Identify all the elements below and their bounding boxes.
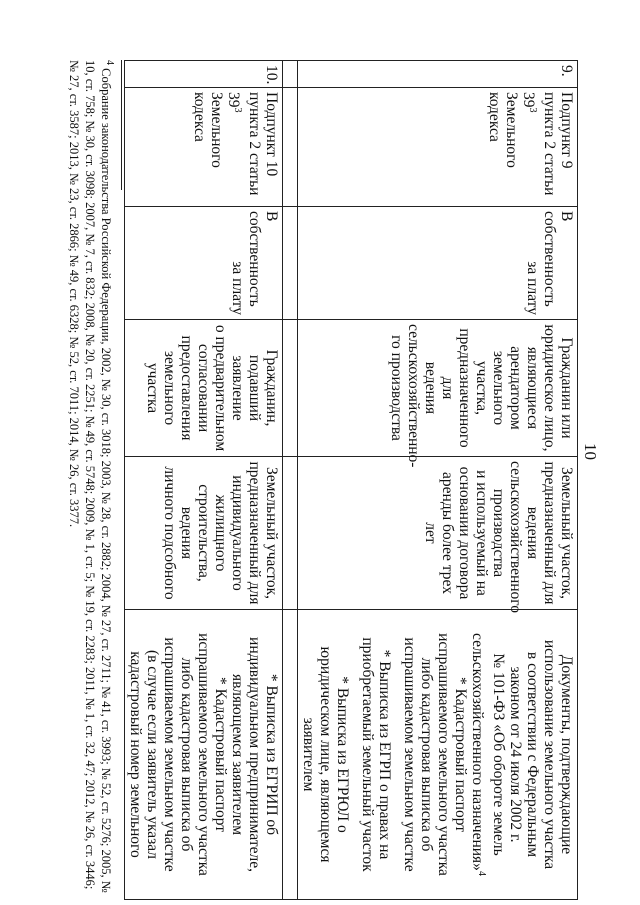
legal-basis-cell	[297, 88, 577, 207]
article-sup: 3	[231, 107, 243, 113]
text-line: * Выписка из ЕГРЮЛ о	[333, 676, 351, 833]
table-row	[124, 61, 282, 900]
text-line: кадастровый номер земельного	[126, 651, 144, 858]
text-line: Гражданин,	[262, 349, 280, 427]
footnote-marker: 4	[104, 60, 115, 65]
text-line: в соответствии с Федеральным	[524, 651, 541, 858]
ownership-line: В собственность	[245, 211, 280, 307]
ownership-line: за плату	[228, 261, 246, 315]
text-line: Документы, подтверждающие	[558, 654, 575, 855]
text-line: заявителем	[299, 717, 317, 792]
spacer	[393, 614, 401, 895]
article-text: Подпункт 10 пункта 2 статьи 39	[224, 92, 280, 196]
text-line: и используемый на	[473, 470, 490, 596]
documents-cell	[297, 610, 577, 900]
text-line: согласовании	[194, 343, 212, 433]
article-tail: Земельного кодекса	[485, 92, 520, 168]
text-line: являющиеся	[524, 346, 541, 430]
table-row-divider	[282, 61, 297, 900]
row-number: 10.	[124, 61, 282, 88]
spacer	[351, 614, 359, 895]
land-plot-cell	[124, 457, 282, 610]
applicant-cell	[297, 320, 577, 468]
text-line: аренды более трех лет	[422, 472, 456, 594]
table-row	[297, 61, 577, 900]
text-line: испрашиваемого земельного участка	[194, 633, 212, 876]
text-line: земельного участка	[143, 350, 178, 426]
text-line: приобретаемый земельный участок	[358, 637, 376, 872]
ownership-cell	[297, 207, 577, 320]
article-text: Подпункт 9 пункта 2 статьи 39	[519, 92, 575, 196]
text-line: индивидуального	[228, 475, 246, 591]
text-line: сельскохозяйственно-	[405, 324, 422, 468]
text-line: использование земельного участка	[541, 639, 558, 870]
text-line: подавший заявление	[228, 354, 263, 422]
text-line: * Выписка из ЕГРИП об	[262, 673, 280, 836]
text-line: сельскохозяйственного назначения»	[468, 633, 486, 871]
empty-cell	[282, 88, 297, 207]
text-line: либо кадастровая выписка об	[417, 657, 435, 852]
text-line: Земельный участок,	[262, 466, 280, 600]
ownership-cell	[124, 207, 282, 320]
text-line: Земельный участок,	[558, 466, 575, 600]
text-line: являющемся заявителем	[228, 673, 246, 836]
text-line: предназначенного для	[439, 328, 473, 448]
empty-cell	[282, 61, 297, 88]
legal-basis-cell	[124, 88, 282, 207]
footnote-ref: 4	[476, 870, 487, 876]
text-line: * Кадастровый паспорт	[211, 676, 229, 833]
text-line: индивидуальном предпринимателе,	[245, 637, 263, 872]
land-plot-cell	[297, 457, 577, 614]
text-line: предназначенный для	[245, 461, 263, 605]
services-table	[124, 60, 578, 900]
footnote	[66, 60, 117, 900]
footnote-divider	[121, 60, 122, 190]
ownership-line: В собственность	[541, 211, 575, 307]
text-line: Гражданин или	[558, 337, 575, 439]
text-line: арендатором	[507, 346, 524, 430]
empty-cell	[282, 207, 297, 320]
text-line: предназначенный для	[541, 461, 558, 605]
page-number: 10	[581, 443, 600, 460]
text-line: (в случае если заявитель указал	[143, 649, 161, 860]
empty-cell	[282, 457, 297, 610]
text-line: ведения	[422, 361, 439, 415]
text-line: ведения	[524, 506, 541, 560]
footnote-text: Собрание законодательства Российской Федерации, 2002, № 30, ст. 3018; 2003, № 28, ст. 2882; 2004, № 27, ст. 2711; № 41, ст. 3993; № 52, ст. 5276; 2005, № 10, ст. 758; № 30, ст. 3098; 2007, № 7, ст. 832; 2008, № 20, ст. 2251; № 49, ст. 5748; 2009, № 1, ст. 5; № 19, ст. 2283; 2011, № 1, ст. 32, 47; 2012, № 26, ст. 3446; № 27, ст. 3587; 2013, № 23, ст. 2866; № 49, ст. 6328; № 52, ст. 7011; 2014, № 26, ст. 3377.	[66, 60, 113, 893]
empty-cell	[282, 610, 297, 900]
text-line: юридическом лице, являющемся	[316, 646, 334, 863]
text-line: юридическое лицо,	[541, 324, 558, 452]
text-line: производства	[490, 488, 507, 578]
text-line: испрашиваемом земельном участке	[160, 637, 178, 872]
ownership-line: за плату	[524, 261, 541, 315]
text-line: испрашиваемого земельного участка	[434, 633, 452, 876]
text-line: законом от 24 июля 2002 г.	[507, 666, 524, 843]
row-number: 9.	[297, 61, 577, 88]
text-line: жилищного	[211, 494, 229, 572]
text-line: * Кадастровый паспорт	[451, 676, 469, 833]
text-line: го производства	[388, 335, 405, 441]
text-line: земельного участка,	[473, 350, 507, 426]
text-line: строительства, ведения	[177, 484, 212, 582]
text-line-with-footnote	[469, 614, 490, 895]
text-line: о предварительном	[211, 324, 229, 452]
text-line: * Выписка из ЕГРП о правах на	[375, 649, 393, 860]
text-line: № 101-ФЗ «Об обороте земель	[490, 653, 507, 856]
text-line: основании договора	[456, 466, 473, 600]
applicant-cell	[124, 320, 282, 457]
empty-cell	[282, 320, 297, 457]
text-line: испрашиваемом земельном участке	[400, 637, 418, 872]
article-sup: 3	[527, 107, 538, 113]
text-line: личного подсобного	[160, 466, 178, 600]
documents-cell	[124, 610, 282, 900]
article-tail: Земельного кодекса	[190, 92, 225, 168]
text-line: либо кадастровая выписка об	[177, 657, 195, 852]
text-line: предоставления	[177, 335, 195, 441]
text-line: сельскохозяйственного	[507, 461, 524, 614]
footnotes	[66, 60, 122, 900]
